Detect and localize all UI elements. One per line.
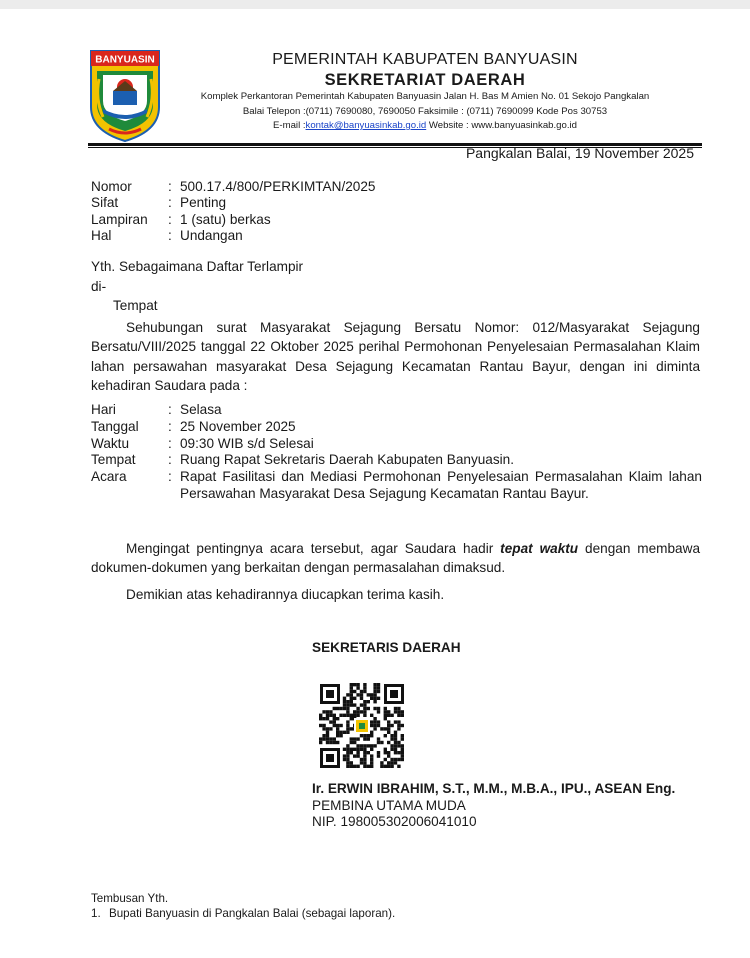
qr-code-icon — [318, 682, 406, 770]
meta-label: Nomor — [91, 179, 132, 194]
reminder-paragraph — [91, 539, 700, 578]
signature-title: SEKRETARIS DAERAH — [312, 640, 461, 655]
signature-block — [312, 640, 461, 655]
cc-item — [91, 907, 395, 922]
letter-date: Pangkalan Balai, 19 November 2025 — [465, 145, 694, 161]
government-name: PEMERINTAH KABUPATEN BANYUASIN — [272, 51, 578, 68]
office-address: Komplek Perkantoran Pemerintah Kabupaten Banyuasin Jalan H. Bas M Amien No. 01 Sekojo Pangkalan — [200, 91, 650, 102]
cc-block — [91, 892, 395, 921]
signer-nip: NIP. 198005302006041010 — [312, 814, 477, 830]
signer-name: Ir. ERWIN IBRAHIM, S.T., M.M., M.B.A., IPU., ASEAN Eng. — [312, 781, 676, 796]
banyuasin-logo-icon — [89, 49, 161, 143]
office-contact — [160, 119, 690, 134]
letterhead — [160, 50, 690, 134]
meta-row-hal — [91, 228, 375, 244]
event-value: Ruang Rapat Sekretaris Daerah Kabupaten Banyuasin. — [180, 452, 515, 468]
meta-label: Hal — [91, 227, 112, 243]
viewer-top-bar — [0, 0, 750, 9]
event-value: 25 November 2025 — [180, 418, 296, 434]
event-row-tempat — [91, 452, 702, 469]
meta-value: 1 (satu) berkas — [180, 211, 271, 227]
office-phone: Balai Telepon :(0711) 7690080, 7690050 Faksimile : (0711) 7690099 Kode Pos 30753 — [242, 105, 608, 117]
reminder-emphasis: tepat waktu — [500, 541, 579, 556]
event-row-tanggal — [91, 419, 702, 436]
cc-item-number: 1. — [91, 906, 101, 920]
cc-item-text: Bupati Banyuasin di Pangkalan Balai (sebagai laporan). — [109, 906, 396, 920]
email-link[interactable]: kontak@banyuasinkab.go.id — [305, 120, 427, 131]
email-label: E-mail : — [273, 120, 306, 131]
event-colon: : — [168, 402, 172, 417]
event-colon: : — [168, 435, 172, 451]
reminder-text-end: dengan membawa dokumen-dokumen yang berkaitan dengan permasalahan dimaksud. — [91, 541, 700, 576]
cc-heading: Tembusan Yth. — [91, 892, 169, 905]
meta-label: Lampiran — [91, 211, 148, 227]
meta-label: Sifat — [91, 195, 119, 211]
event-label: Waktu — [91, 435, 130, 451]
signer-rank: PEMBINA UTAMA MUDA — [312, 797, 466, 813]
recipient-line: Yth. Sebagaimana Daftar Terlampir — [91, 259, 304, 274]
meta-value: Penting — [180, 195, 227, 211]
letter-page — [0, 9, 750, 958]
event-label: Acara — [91, 469, 127, 485]
event-row-waktu — [91, 436, 702, 453]
event-row-hari — [91, 402, 702, 419]
meta-row-nomor — [91, 179, 375, 195]
event-colon: : — [168, 418, 172, 434]
closing-paragraph: Demikian atas kehadirannya diucapkan terima kasih. — [126, 587, 445, 602]
event-colon: : — [168, 452, 172, 468]
event-details — [91, 402, 702, 503]
website-text: Website : www.banyuasinkab.go.id — [426, 120, 577, 131]
reminder-text: Mengingat pentingnya acara tersebut, agar Saudara hadir — [126, 541, 501, 556]
meta-row-lampiran — [91, 212, 375, 228]
logo-text: BANYUASIN — [95, 54, 155, 66]
event-label: Tanggal — [91, 418, 139, 434]
signer-block — [312, 781, 675, 831]
recipient-block — [91, 257, 303, 316]
event-value: Rapat Fasilitasi dan Mediasi Permohonan Penyelesaian Permasalahan Klaim lahan Persawahan Masyarakat Desa Sejagung Kecamatan Rantau Bayur. — [180, 469, 702, 501]
office-name: SEKRETARIAT DAERAH — [324, 71, 526, 89]
recipient-place: Tempat — [113, 298, 158, 313]
meta-colon: : — [168, 179, 172, 194]
meta-colon: : — [168, 195, 172, 211]
opening-paragraph: Sehubungan surat Masyarakat Sejagung Bersatu Nomor: 012/Masyarakat Sejagung Bersatu/VIII/2025 tanggal 22 Oktober 2025 perihal Permohonan Penyelesaian Permasalahan Klaim lahan persawahan masyarakat Desa Sejagung Kecamatan Rantau Bayur, dengan ini diminta kehadiran Saudara pada : — [91, 320, 700, 393]
meta-colon: : — [168, 211, 172, 227]
event-value: Selasa — [180, 402, 222, 417]
event-row-acara — [91, 469, 702, 503]
meta-colon: : — [168, 227, 172, 243]
meta-value: Undangan — [180, 227, 243, 243]
meta-value: 500.17.4/800/PERKIMTAN/2025 — [180, 179, 376, 194]
event-value: 09:30 WIB s/d Selesai — [180, 435, 314, 451]
event-label: Hari — [91, 402, 116, 417]
letter-meta — [91, 179, 375, 244]
meta-row-sifat — [91, 195, 375, 211]
recipient-di: di- — [91, 278, 107, 294]
event-colon: : — [168, 469, 172, 485]
event-label: Tempat — [91, 452, 136, 468]
